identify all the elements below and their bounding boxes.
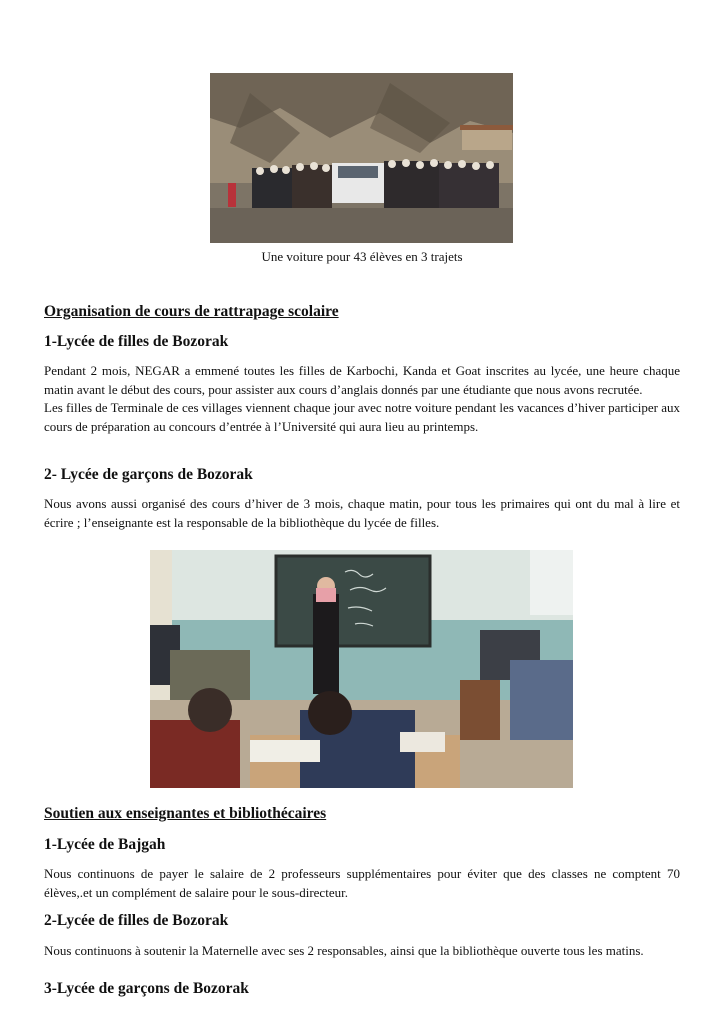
paragraph-garcons-bozorak: Nous avons aussi organisé des cours d’hiver de 3 mois, chaque matin, pour tous les primaires qui ont du mal à lire et écrire ; l’enseignante est la responsable de la bibliothèque du lycée de filles. [44,496,680,530]
paragraph-maternelle: Nous continuons à soutenir la Maternelle avec ses 2 responsables, ainsi que la bibliothèque ouverte tous les matins. [44,943,644,958]
paragraph-line: Les filles de Terminale de ces villages viennent chaque jour avec notre voiture pendant les vacances d’hiver participer aux cours de préparation au concours d’entrée à l’Université qui aura lieu au printemps. [44,400,680,434]
paragraph-bajgah: Nous continuons de payer le salaire de 2 professeurs supplémentaires pour éviter que des classes ne comptent 70 élèves,.et un complément de salaire pour le sous-directeur. [44,866,680,900]
group-photo [210,73,513,243]
paragraph-filles-bozorak [44,362,680,436]
subsection-title-garcons-bozorak: 2- Lycée de garçons de Bozorak [44,466,253,483]
classroom-photo [150,550,573,788]
photo-caption: Une voiture pour 43 élèves en 3 trajets [261,249,463,264]
subsection-title-garcons-bozorak-2: 3-Lycée de garçons de Bozorak [44,980,249,997]
paragraph-line: Pendant 2 mois, NEGAR a emmené toutes les filles de Karbochi, Kanda et Goat inscrites au lycée, une heure chaque matin avant le début des cours, pour assister aux cours d’anglais donnés par une étudiante que nous avons recrutée. [44,363,680,397]
group-photo-icon [210,73,513,243]
subsection-title-filles-bozorak-2: 2-Lycée de filles de Bozorak [44,912,229,929]
section-title-soutien: Soutien aux enseignantes et bibliothécaires [44,805,327,822]
classroom-photo-icon [150,550,573,788]
subsection-title-filles-bozorak: 1-Lycée de filles de Bozorak [44,333,229,350]
section-title-rattrapage: Organisation de cours de rattrapage scolaire [44,303,339,320]
subsection-title-bajgah: 1-Lycée de Bajgah [44,836,166,853]
